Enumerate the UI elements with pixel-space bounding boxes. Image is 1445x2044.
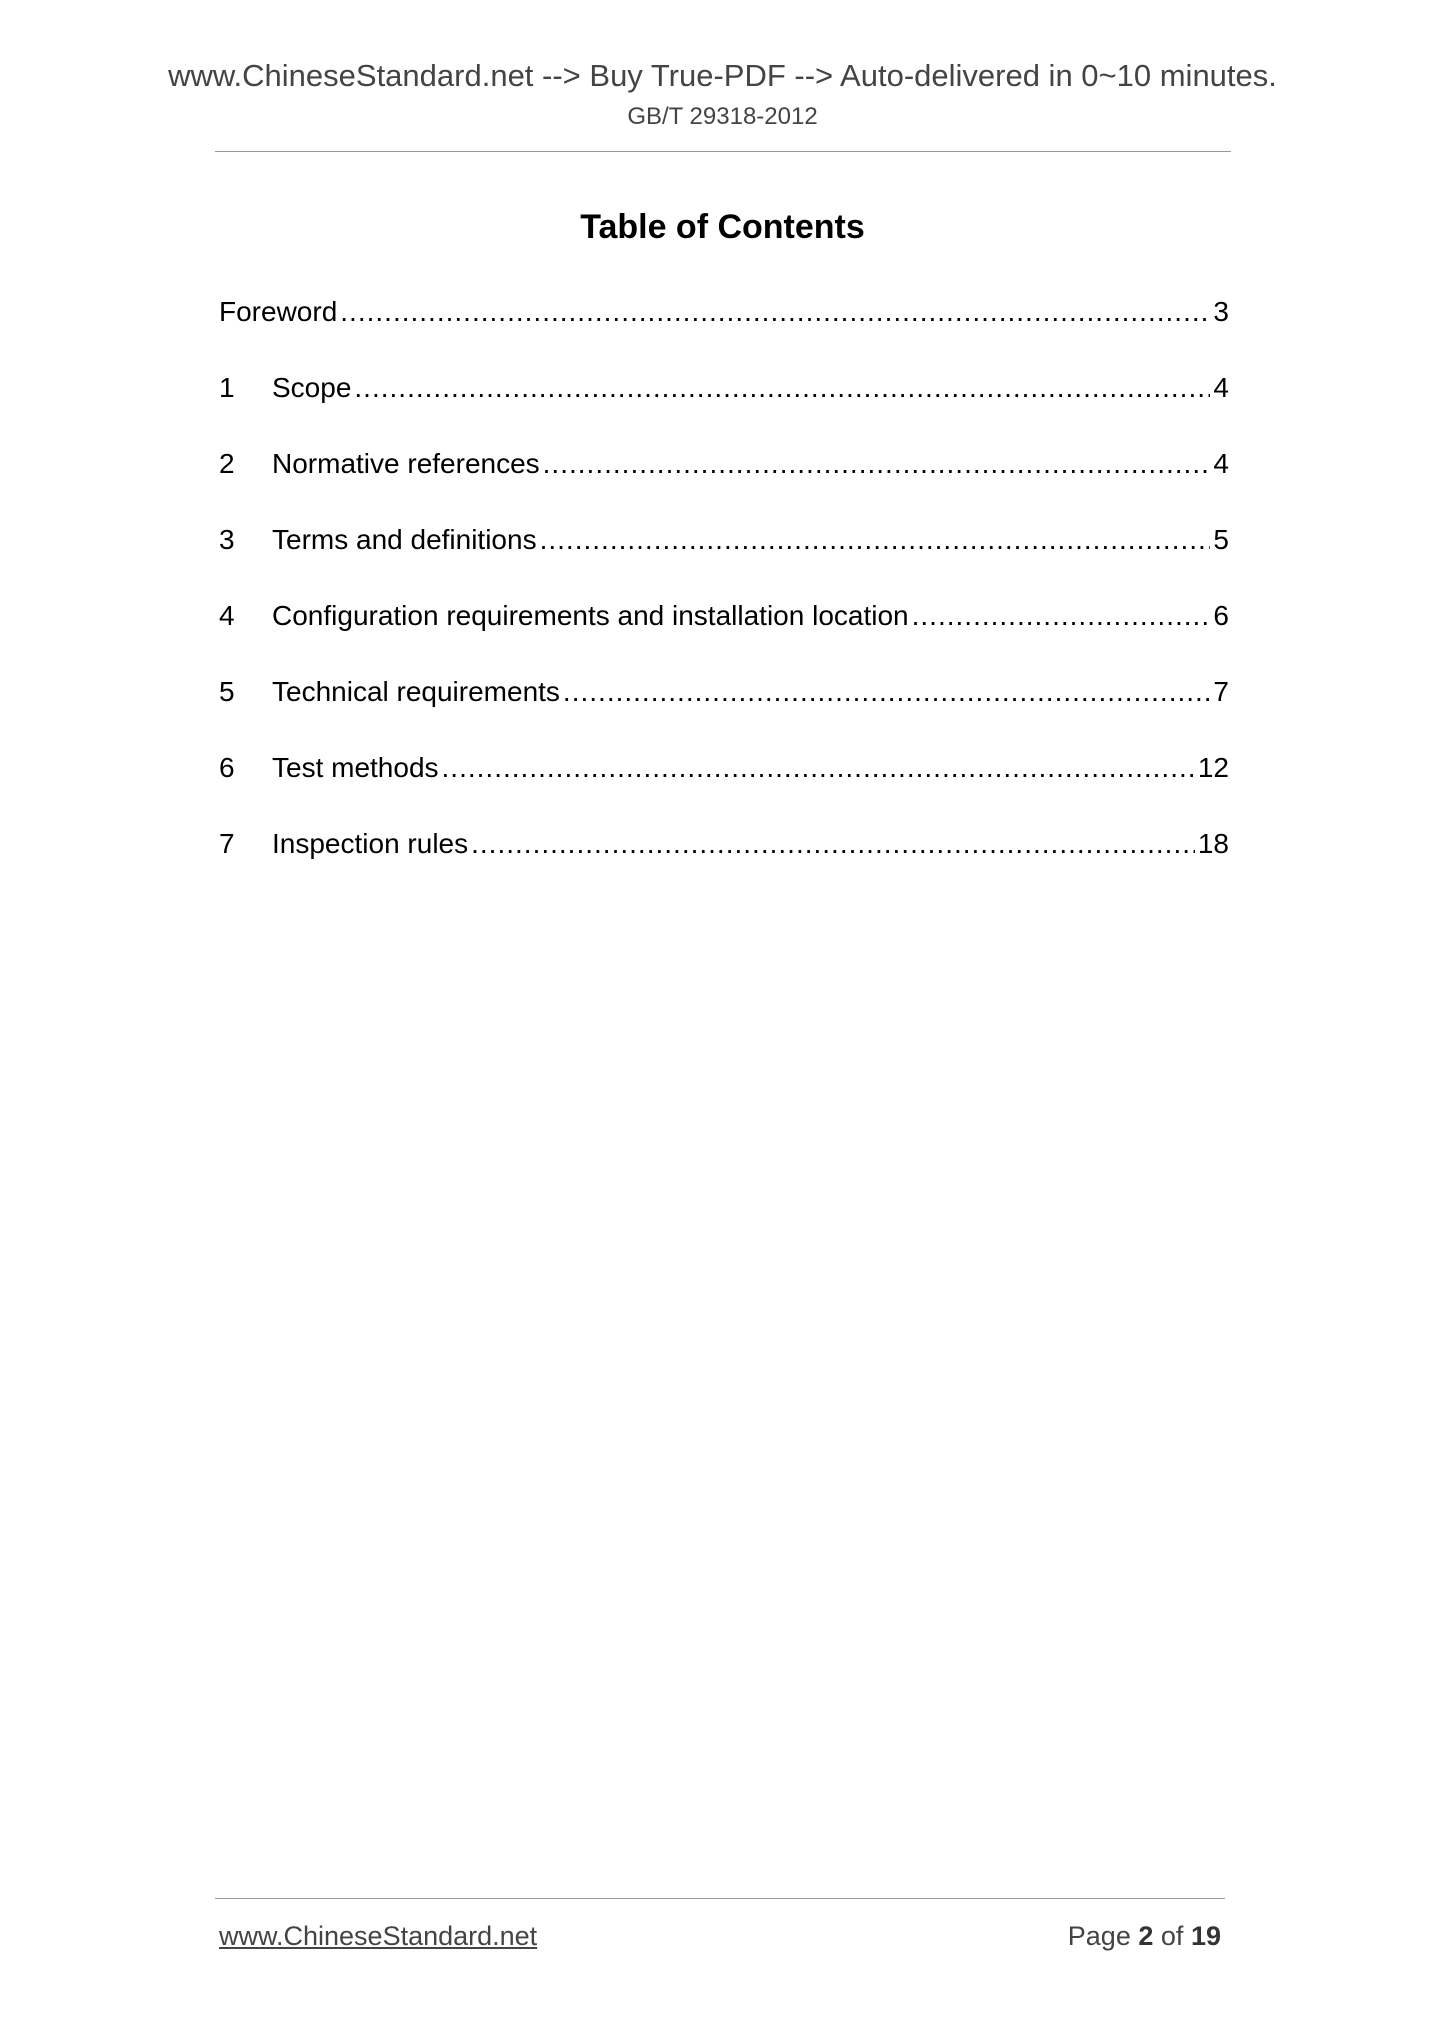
toc-entry-number: 4 [219, 600, 235, 631]
toc-entry-number: 7 [219, 828, 235, 859]
page-header [0, 56, 1445, 132]
standard-code: GB/T 29318-2012 [627, 103, 818, 130]
footer-divider [215, 1898, 1225, 1899]
toc-entry-label: Configuration requirements and installation location [272, 600, 909, 631]
toc-entry-number: 1 [219, 372, 235, 403]
toc-entry-label: Test methods [272, 752, 439, 783]
toc-entry-label: Normative references [272, 448, 540, 479]
toc-entry-foreword[interactable] [219, 290, 1229, 366]
current-page-number: 2 [1138, 1921, 1154, 1951]
page-word: Page [1067, 1921, 1131, 1951]
toc-title: Table of Contents [580, 208, 865, 246]
of-word: of [1160, 1921, 1184, 1951]
dot-leader [340, 290, 1210, 334]
footer-site-link[interactable]: www.ChineseStandard.net [219, 1921, 538, 1951]
toc-entry-number: 2 [219, 448, 235, 479]
dot-leader [543, 442, 1211, 486]
toc-entry-page: 12 [1197, 752, 1229, 783]
toc-entry-label: Technical requirements [272, 676, 560, 707]
toc-entry-terms-and-definitions[interactable] [219, 518, 1229, 594]
toc-entry-label: Scope [272, 372, 352, 403]
toc-entry-number: 5 [219, 676, 235, 707]
toc-entry-page: 18 [1197, 828, 1229, 859]
dot-leader [471, 822, 1195, 866]
total-pages-number: 19 [1190, 1921, 1221, 1951]
toc-entry-page: 7 [1213, 676, 1229, 707]
toc-entry-page: 3 [1213, 296, 1229, 327]
toc-entry-number: 6 [219, 752, 235, 783]
toc-entry-technical-requirements[interactable] [219, 670, 1229, 746]
header-banner: www.ChineseStandard.net --> Buy True-PDF --> Auto-delivered in 0~10 minutes. [168, 58, 1277, 93]
toc-entry-page: 4 [1213, 448, 1229, 479]
toc-entry-page: 4 [1213, 372, 1229, 403]
toc-entry-page: 6 [1213, 600, 1229, 631]
dot-leader [540, 518, 1211, 562]
header-divider [215, 151, 1231, 152]
toc-entry-test-methods[interactable] [219, 746, 1229, 822]
dot-leader [354, 366, 1210, 410]
toc-entry-number: 3 [219, 524, 235, 555]
toc-entry-normative-references[interactable] [219, 442, 1229, 518]
toc-entry-inspection-rules[interactable] [219, 822, 1229, 898]
toc-entry-label: Inspection rules [272, 828, 469, 859]
toc-entry-configuration-requirements[interactable] [219, 594, 1229, 670]
dot-leader [442, 746, 1195, 790]
dot-leader [912, 594, 1211, 638]
table-of-contents [219, 290, 1229, 898]
page-indicator [1068, 1918, 1221, 1954]
toc-entry-scope[interactable] [219, 366, 1229, 442]
toc-entry-label: Terms and definitions [272, 524, 537, 555]
dot-leader [563, 670, 1211, 714]
toc-entry-label: Foreword [219, 296, 338, 327]
toc-entry-page: 5 [1213, 524, 1229, 555]
